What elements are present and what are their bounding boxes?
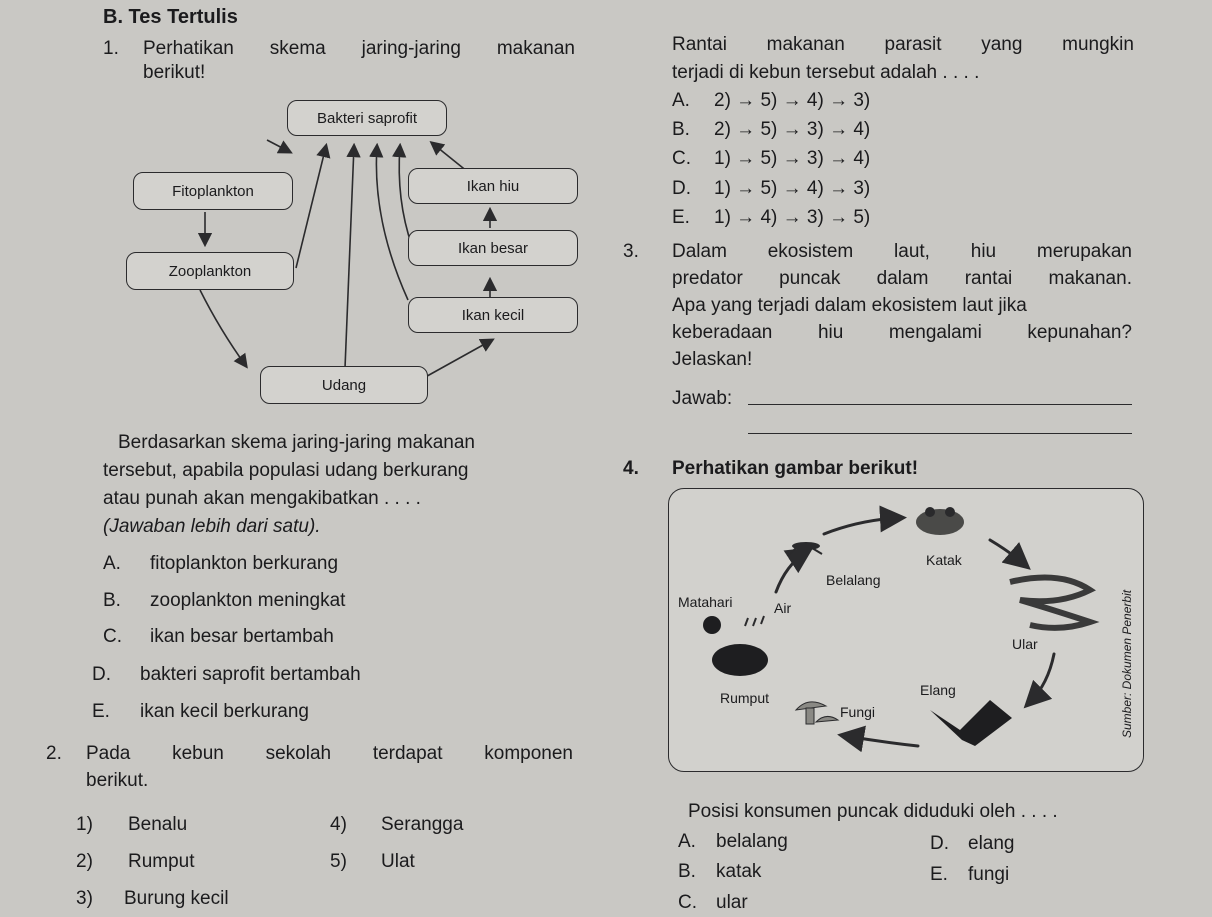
q2-option-e-text: 1) → 4) → 3) → 5) [714, 207, 871, 228]
q2-option-b-text: 2) → 5) → 3) → 4) [714, 119, 871, 140]
q4-option-d-letter: D. [930, 833, 949, 854]
q4-option-b-letter: B. [678, 861, 696, 882]
q3-word: dalam [876, 268, 929, 289]
q2-component-4-num: 4) [330, 814, 347, 835]
q2-component-3-text: Burung kecil [124, 888, 229, 909]
q4-option-a-letter: A. [678, 831, 696, 852]
node-zooplankton: Zooplankton [126, 252, 294, 290]
q2-component-1-num: 1) [76, 814, 93, 835]
q2-intro-line2: berikut. [86, 770, 149, 791]
q1-option-e-text: ikan kecil berkurang [140, 701, 309, 722]
q4-option-c-letter: C. [678, 892, 697, 913]
q2-qword: makanan [766, 34, 845, 55]
rain-icon [745, 616, 764, 626]
q2-option-b-letter: B. [672, 119, 690, 140]
q2-qword: yang [981, 34, 1023, 55]
q4-option-a-text: belalang [716, 831, 788, 852]
q2-qword: parasit [884, 34, 942, 55]
q1-option-a-text: fitoplankton berkurang [150, 553, 339, 574]
frog-icon [916, 507, 964, 535]
q2-component-5-text: Ulat [381, 851, 415, 872]
arrow-rumput-to-belalang [776, 552, 806, 592]
q1-option-c-text: ikan besar bertambah [150, 626, 334, 647]
q2-component-5-num: 5) [330, 851, 347, 872]
label-air: Air [774, 600, 792, 616]
q4-number: 4. [623, 458, 639, 479]
q3-word: Dalam [672, 241, 727, 262]
q1-word: makanan [496, 38, 575, 59]
q3-answer-label: Jawab: [672, 388, 733, 409]
q4-option-b-text: katak [716, 861, 762, 882]
q2-component-1-text: Benalu [128, 814, 188, 835]
q3-word: merupakan [1036, 241, 1132, 262]
q1-option-a-letter: A. [103, 553, 121, 574]
q4-instruction: Perhatikan gambar berikut! [672, 458, 919, 479]
q1-question-line2: tersebut, apabila populasi udang berkurang [103, 460, 469, 481]
node-ikan-besar: Ikan besar [408, 230, 578, 266]
q3-number: 3. [623, 241, 639, 262]
arrow-elang-to-fungi [846, 736, 918, 746]
q2-qword: Rantai [672, 34, 727, 55]
q2-component-2-num: 2) [76, 851, 93, 872]
q2-word: terdapat [372, 743, 443, 764]
q2-option-c-letter: C. [672, 148, 691, 169]
q1-number: 1. [103, 38, 119, 59]
q3-word: puncak [779, 268, 841, 289]
q2-component-2-text: Rumput [128, 851, 195, 872]
q2-qword: mungkin [1062, 34, 1134, 55]
q4-option-e-text: fungi [968, 864, 1010, 885]
q3-word: laut, [894, 241, 930, 262]
arrow-belalang-to-katak [824, 518, 898, 534]
node-bakteri-saprofit: Bakteri saprofit [287, 100, 447, 136]
mushroom-icon [796, 702, 838, 724]
label-rumput: Rumput [720, 690, 770, 706]
arrow-katak-to-ular [990, 540, 1024, 564]
q3-word: hiu [817, 322, 844, 343]
q3-line5: Jelaskan! [672, 349, 753, 370]
arrow-ular-to-elang [1030, 654, 1054, 702]
label-katak: Katak [926, 552, 962, 568]
section-title: B. Tes Tertulis [103, 6, 238, 28]
sun-icon [703, 616, 721, 634]
q2-word: Pada [86, 743, 131, 764]
node-fitoplankton: Fitoplankton [133, 172, 293, 210]
q2-option-c-text: 1) → 5) → 3) → 4) [714, 148, 871, 169]
label-ular: Ular [1012, 636, 1038, 652]
node-ikan-hiu: Ikan hiu [408, 168, 578, 204]
q1-intro-line2: berikut! [143, 62, 206, 83]
q1-option-c-letter: C. [103, 626, 122, 647]
q2-option-a-letter: A. [672, 90, 690, 111]
q3-word: keberadaan [672, 322, 773, 343]
label-belalang: Belalang [826, 572, 881, 588]
q4-option-d-text: elang [968, 833, 1015, 854]
q1-note: (Jawaban lebih dari satu). [103, 516, 321, 537]
q1-word: Perhatikan [143, 38, 234, 59]
q3-word: ekosistem [767, 241, 854, 262]
q2-number: 2. [46, 743, 62, 764]
q2-component-4-text: Serangga [381, 814, 464, 835]
q2-option-d-letter: D. [672, 178, 691, 199]
q3-word: kepunahan? [1027, 322, 1132, 343]
q1-question-line3: atau punah akan mengakibatkan . . . . [103, 488, 421, 509]
q3-line3: Apa yang terjadi dalam ekosistem laut jika [672, 295, 1027, 316]
q4-option-e-letter: E. [930, 864, 948, 885]
figure-source: Sumber: Dokumen Penerbit [1120, 589, 1134, 738]
label-fungi: Fungi [840, 704, 876, 720]
q3-word: hiu [970, 241, 997, 262]
q2-option-d-text: 1) → 5) → 4) → 3) [714, 178, 871, 199]
q1-option-b-letter: B. [103, 590, 121, 611]
q2-component-3-num: 3) [76, 888, 93, 909]
q1-option-d-text: bakteri saprofit bertambah [140, 664, 361, 685]
q4-option-c-text: ular [716, 892, 748, 913]
q1-question-line1: Berdasarkan skema jaring-jaring makanan [118, 432, 475, 453]
q1-option-d-letter: D. [92, 664, 111, 685]
q1-option-e-letter: E. [92, 701, 110, 722]
q3-word: makanan. [1048, 268, 1132, 289]
grass-icon [712, 644, 768, 676]
node-ikan-kecil: Ikan kecil [408, 297, 578, 333]
q2-option-a-text: 2) → 5) → 4) → 3) [714, 90, 871, 111]
node-udang: Udang [260, 366, 428, 404]
q2-word: kebun [172, 743, 224, 764]
q4-question: Posisi konsumen puncak diduduki oleh . . . . [688, 801, 1058, 822]
eagle-icon [930, 700, 1012, 746]
q3-word: rantai [964, 268, 1013, 289]
q1-word: skema [269, 38, 326, 59]
q3-word: mengalami [888, 322, 982, 343]
q2-question-line2: terjadi di kebun tersebut adalah . . . . [672, 62, 980, 83]
q1-word: jaring-jaring [361, 38, 461, 59]
label-elang: Elang [920, 682, 956, 698]
q1-option-b-text: zooplankton meningkat [150, 590, 346, 611]
snake-icon [1010, 578, 1090, 628]
q2-word: sekolah [265, 743, 332, 764]
q2-word: komponen [484, 743, 573, 764]
q3-word: predator [672, 268, 743, 289]
label-matahari: Matahari [678, 594, 733, 610]
q2-option-e-letter: E. [672, 207, 690, 228]
